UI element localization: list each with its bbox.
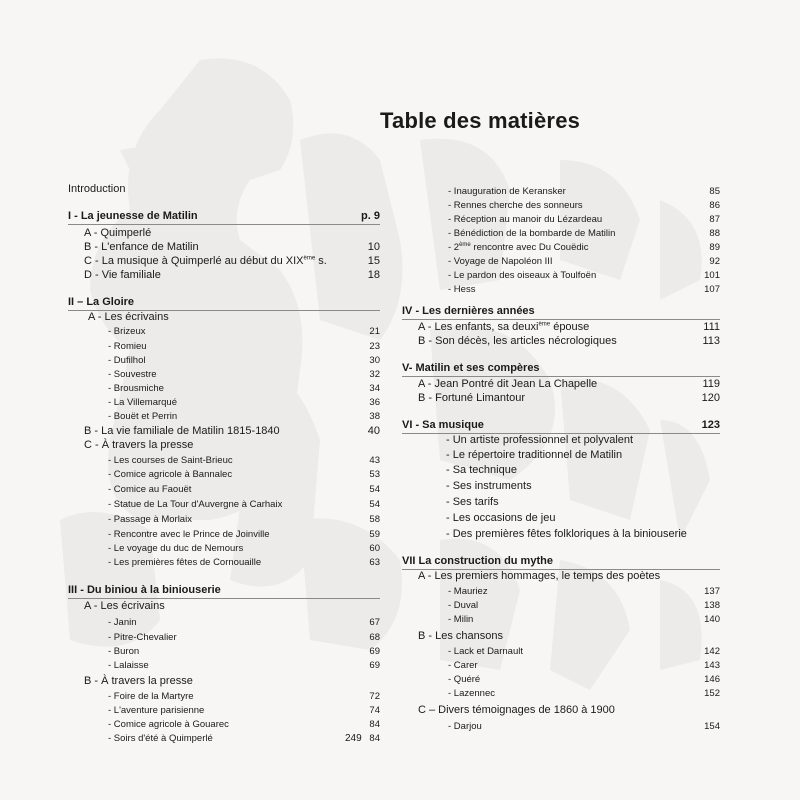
toc-entry-page: p. 9 (361, 210, 380, 222)
toc-entry-title: - Buron (108, 646, 140, 657)
toc-entry-title: A - Jean Pontré dit Jean La Chapelle (418, 378, 598, 390)
toc-entry-page: 154 (704, 721, 720, 732)
toc-entry-title: - Voyage de Napoléon III (448, 256, 553, 267)
toc-entry-page: 21 (369, 326, 380, 337)
toc-entry-title: - Un artiste professionnel et polyvalent (446, 434, 634, 446)
toc-entry-title: II – La Gloire (68, 296, 135, 308)
toc-entry-title: - Brizeux (108, 326, 146, 337)
toc-entry-page: 143 (704, 660, 720, 671)
section-divider (402, 319, 720, 320)
toc-entry-title: B - Fortuné Limantour (418, 392, 525, 404)
toc-entry-page: 74 (369, 705, 380, 716)
toc-entry-title: - Rennes cherche des sonneurs (448, 200, 583, 211)
toc-entry-title: B - Son décès, les articles nécrologiques (418, 335, 617, 347)
toc-entry-title: B - L'enfance de Matilin (84, 241, 199, 253)
toc-entry-page: 72 (369, 691, 380, 702)
toc-entry-title: - Lazennec (448, 688, 496, 699)
toc-entry-title: C - À travers la presse (84, 439, 194, 451)
toc-entry-title: - Sa technique (446, 464, 517, 476)
toc-entry-page: 67 (369, 617, 380, 628)
toc-entry-title: I - La jeunesse de Matilin (68, 210, 198, 222)
toc-entry-page: 87 (709, 214, 720, 225)
toc-entry-title: - Les occasions de jeu (446, 512, 556, 524)
toc-entry-title: - Des premières fêtes folkloriques à la biniouserie (446, 528, 687, 540)
toc-entry-page: 120 (701, 392, 720, 404)
toc-entry-title: - Les premières fêtes de Cornouaille (108, 557, 262, 568)
toc-entry-page: 88 (709, 228, 720, 239)
toc-entry-page: 10 (367, 241, 380, 253)
toc-entry-page: 84 (369, 719, 380, 730)
toc-entry-title: - Duval (448, 600, 479, 611)
toc-entry-page: 89 (709, 242, 720, 253)
toc-entry-title: - La Villemarqué (108, 397, 178, 408)
toc-entry-page: 32 (369, 369, 380, 380)
toc-entry-title: - Janin (108, 617, 137, 628)
toc-entry-page: 68 (369, 632, 380, 643)
toc-entry-page: 34 (369, 383, 380, 394)
toc-entry-title: - Bouët et Perrin (108, 411, 178, 422)
toc-entry-title: - Lalaisse (108, 660, 149, 671)
toc-entry-title: - Bénédiction de la bombarde de Matilin (448, 228, 616, 239)
toc-entry-title: - Brousmiche (108, 383, 164, 394)
toc-entry-page: 59 (369, 529, 380, 540)
toc-entry-page: 119 (702, 378, 720, 390)
toc-entry-title: - Ses tarifs (446, 496, 499, 508)
toc-entry-title: C - La musique à Quimperlé au début du XIXème s. (84, 255, 327, 267)
toc-entry-title: V- Matilin et ses compères (402, 362, 540, 374)
toc-entry-title: - Les courses de Saint-Brieuc (108, 455, 233, 466)
toc-entry-page: 15 (367, 255, 380, 267)
toc-entry-page: 30 (369, 355, 380, 366)
toc-entry-title: Introduction (68, 183, 126, 195)
toc-entry-page: 60 (369, 543, 380, 554)
toc-entry-title: A - Les écrivains (84, 600, 165, 612)
toc-entry-title: - Foire de la Martyre (108, 691, 194, 702)
toc-entry-title: - Le voyage du duc de Nemours (108, 543, 244, 554)
toc-entry-page: 69 (369, 646, 380, 657)
toc-entry-title: - Lack et Darnault (448, 646, 523, 657)
toc-entry-title: - Comice agricole à Gouarec (108, 719, 229, 730)
toc-entry-title: - Comice agricole à Bannalec (108, 469, 233, 480)
toc-entry-title: D - Vie familiale (84, 269, 161, 281)
toc-entry-title: - Carer (448, 660, 478, 671)
toc-entry-page: 152 (704, 688, 720, 699)
toc-entry-page: 23 (369, 341, 380, 352)
toc-entry-page: 92 (709, 256, 720, 267)
toc-entry-title: - Quéré (448, 674, 481, 685)
toc-entry-title: - Le répertoire traditionnel de Matilin (446, 449, 623, 461)
toc-entry-page: 69 (369, 660, 380, 671)
toc-entry-title: - Rencontre avec le Prince de Joinville (108, 529, 270, 540)
toc-entry-title: - Statue de La Tour d'Auvergne à Carhaix (108, 499, 283, 510)
toc-entry-page: 113 (702, 335, 720, 347)
page-number: 249 (345, 733, 362, 744)
toc-entry-title: - Soirs d'été à Quimperlé (108, 733, 213, 744)
toc-entry-title: - Pitre-Chevalier (108, 632, 177, 643)
toc-entry-title: B - La vie familiale de Matilin 1815-1840 (84, 425, 280, 437)
toc-entry-title: III - Du biniou à la binious‌erie (68, 584, 221, 596)
toc-entry-page: 146 (704, 674, 720, 685)
toc-entry-page: 84 (369, 733, 380, 744)
toc-entry-page: 85 (709, 186, 720, 197)
toc-entry-page: 63 (369, 557, 380, 568)
toc-entry-page: 40 (367, 425, 380, 437)
toc-entry-title: - Inauguration de Keransker (448, 186, 566, 197)
toc-entry-page: 36 (369, 397, 380, 408)
toc-entry-title: C – Divers témoignages de 1860 à 1900 (418, 704, 615, 716)
toc-entry-title: - L'aventure parisienne (108, 705, 205, 716)
toc-entry-page: 58 (369, 514, 380, 525)
toc-entry-page: 18 (367, 269, 380, 281)
toc-entry-page: 107 (704, 284, 720, 295)
toc-entry-title: IV - Les dernières années (402, 305, 535, 317)
section-divider (68, 224, 380, 225)
toc-entry-page: 38 (369, 411, 380, 422)
page-title: Table des matières (380, 108, 581, 133)
toc-entry-page: 142 (704, 646, 720, 657)
toc-entry-title: - Souvestre (108, 369, 157, 380)
toc-entry-title: B - À travers la presse (84, 675, 193, 687)
toc-entry-title: - Romieu (108, 341, 147, 352)
toc-entry-title: - Passage à Morlaix (108, 514, 192, 525)
toc-entry-page: 53 (369, 469, 380, 480)
toc-entry-title: A - Les premiers hommages, le temps des poètes (418, 570, 661, 582)
toc-entry-title: A - Les écrivains (88, 311, 169, 323)
toc-entry-title: A - Quimperlé (84, 227, 152, 239)
toc-entry-page: 123 (701, 419, 720, 431)
toc-entry-title: - Ses instruments (446, 480, 532, 492)
toc-entry-title: - Darjou (448, 721, 482, 732)
section-divider (68, 598, 380, 599)
toc-entry-page: 43 (369, 455, 380, 466)
toc-entry-title: - Le pardon des oiseaux à Toulfoën (448, 270, 597, 281)
toc-entry-title: VII La construction du mythe (402, 555, 553, 567)
toc-entry-page: 101 (704, 270, 720, 281)
toc-entry-page: 54 (369, 499, 380, 510)
toc-entry-page: 138 (704, 600, 720, 611)
toc-entry-title: - Comice au Faouët (108, 484, 192, 495)
toc-entry-title: - Mauriez (448, 586, 488, 597)
toc-entry-title: VI - Sa musique (402, 419, 484, 431)
toc-entry-title: - 2ème rencontre avec Du Couëdic (448, 241, 589, 253)
toc-entry-title: - Milin (448, 614, 474, 625)
section-divider (402, 376, 720, 377)
toc-entry-title: B - Les chansons (418, 630, 503, 642)
toc-entry-title: - Dufilhol (108, 355, 146, 366)
toc-entry-title: - Hess (448, 284, 476, 295)
toc-entry-page: 111 (703, 321, 720, 333)
toc-entry-page: 137 (704, 586, 720, 597)
toc-entry-title: - Réception au manoir du Lézardeau (448, 214, 603, 225)
toc-entry-page: 54 (369, 484, 380, 495)
toc-entry-title: A - Les enfants, sa deuxi$^{ème}$ épouse (418, 321, 590, 333)
toc-entry-page: 140 (704, 614, 720, 625)
toc-entry-page: 86 (709, 200, 720, 211)
